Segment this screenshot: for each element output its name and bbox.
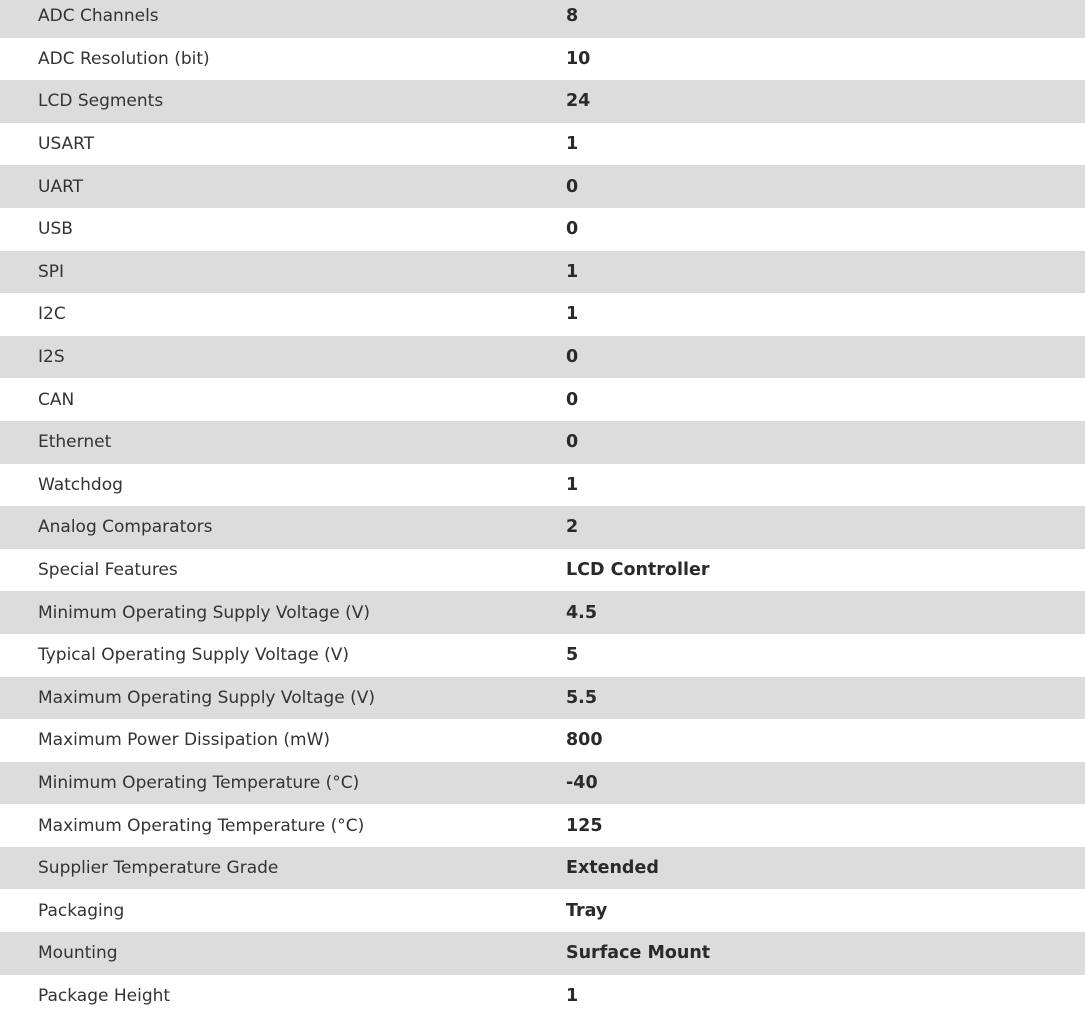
spec-label: LCD Segments bbox=[38, 91, 164, 112]
table-row bbox=[0, 0, 1085, 38]
spec-label: ADC Channels bbox=[38, 6, 159, 27]
spec-value: 1 bbox=[566, 261, 579, 282]
spec-label: Minimum Operating Temperature (°C) bbox=[38, 772, 360, 793]
table-row bbox=[0, 421, 1085, 464]
table-row bbox=[0, 80, 1085, 123]
spec-label: Maximum Operating Temperature (°C) bbox=[38, 815, 365, 836]
spec-value: Surface Mount bbox=[566, 943, 711, 964]
spec-value: 1 bbox=[566, 134, 579, 155]
spec-label: Special Features bbox=[38, 560, 178, 581]
table-row bbox=[0, 165, 1085, 208]
spec-label: Ethernet bbox=[38, 432, 112, 453]
spec-value: 8 bbox=[566, 6, 579, 27]
table-row bbox=[0, 847, 1085, 890]
table-row bbox=[0, 719, 1085, 762]
spec-value: 0 bbox=[566, 432, 579, 453]
spec-label: Package Height bbox=[38, 985, 171, 1006]
spec-value: 800 bbox=[566, 730, 603, 751]
table-row bbox=[0, 591, 1085, 634]
table-row bbox=[0, 677, 1085, 720]
spec-value: Tray bbox=[566, 900, 608, 921]
spec-label: I2C bbox=[38, 304, 66, 325]
table-row bbox=[0, 762, 1085, 805]
table-row bbox=[0, 378, 1085, 421]
table-row bbox=[0, 208, 1085, 251]
spec-value: 1 bbox=[566, 985, 579, 1006]
spec-label: Typical Operating Supply Voltage (V) bbox=[38, 645, 349, 666]
table-row bbox=[0, 549, 1085, 592]
spec-label: Packaging bbox=[38, 900, 125, 921]
spec-label: Maximum Operating Supply Voltage (V) bbox=[38, 687, 375, 708]
spec-value: 125 bbox=[566, 815, 603, 836]
spec-label: USB bbox=[38, 219, 73, 240]
spec-value: 2 bbox=[566, 517, 579, 538]
spec-label: ADC Resolution (bit) bbox=[38, 48, 210, 69]
spec-value: 0 bbox=[566, 176, 579, 197]
spec-value: 4.5 bbox=[566, 602, 598, 623]
spec-label: Minimum Operating Supply Voltage (V) bbox=[38, 602, 370, 623]
spec-value: -40 bbox=[566, 772, 598, 793]
spec-value: 24 bbox=[566, 91, 591, 112]
spec-value: 5.5 bbox=[566, 687, 598, 708]
spec-value: 5 bbox=[566, 645, 579, 666]
table-row bbox=[0, 251, 1085, 294]
spec-label: Supplier Temperature Grade bbox=[38, 858, 279, 879]
spec-label: Mounting bbox=[38, 943, 118, 964]
spec-value: 0 bbox=[566, 389, 579, 410]
spec-label: Watchdog bbox=[38, 474, 123, 495]
spec-value: 1 bbox=[566, 474, 579, 495]
spec-value: 0 bbox=[566, 219, 579, 240]
spec-value: LCD Controller bbox=[566, 560, 710, 581]
table-row bbox=[0, 932, 1085, 975]
spec-label: CAN bbox=[38, 389, 75, 410]
table-row bbox=[0, 804, 1085, 847]
spec-label: I2S bbox=[38, 347, 65, 368]
spec-value: 0 bbox=[566, 347, 579, 368]
spec-label: SPI bbox=[38, 261, 65, 282]
table-row bbox=[0, 293, 1085, 336]
table-row bbox=[0, 634, 1085, 677]
spec-label: Maximum Power Dissipation (mW) bbox=[38, 730, 331, 751]
table-row bbox=[0, 506, 1085, 549]
spec-label: Analog Comparators bbox=[38, 517, 213, 538]
table-row bbox=[0, 464, 1085, 507]
spec-label: USART bbox=[38, 134, 95, 155]
spec-value: 10 bbox=[566, 48, 591, 69]
table-row bbox=[0, 336, 1085, 379]
table-row bbox=[0, 889, 1085, 932]
spec-value: 1 bbox=[566, 304, 579, 325]
table-row bbox=[0, 38, 1085, 81]
table-row bbox=[0, 123, 1085, 166]
spec-label: UART bbox=[38, 176, 84, 197]
spec-value: Extended bbox=[566, 858, 659, 879]
